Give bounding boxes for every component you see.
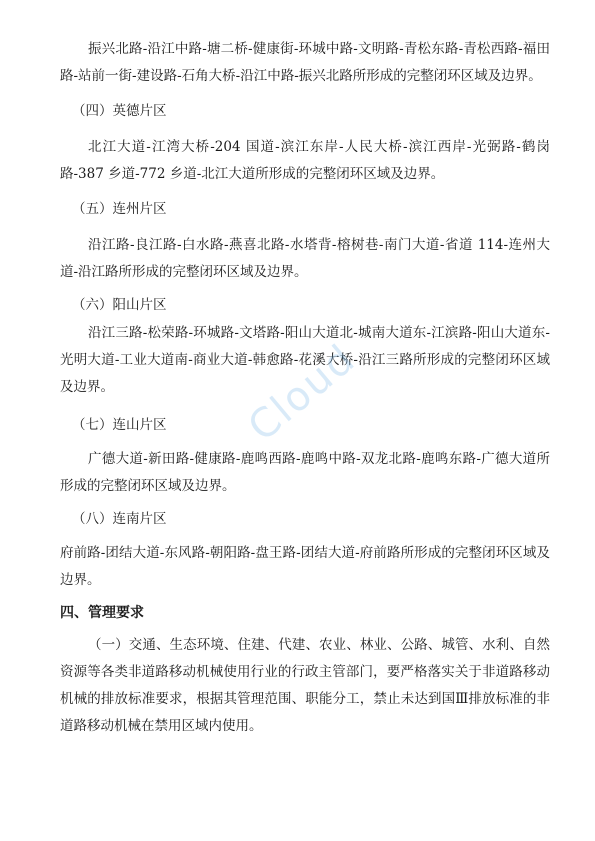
heading-yingde: （四）英德片区 [72, 103, 167, 119]
watermark: Cloud [239, 335, 365, 451]
section-heading-management: 四、管理要求 [60, 605, 144, 621]
paragraph-lianshan: 广德大道-新田路-健康路-鹿鸣西路-鹿鸣中路-双龙北路-鹿鸣东路-广德大道所形成的完整闭环区域及边界。 [60, 451, 550, 494]
heading-liannan: （八）连南片区 [72, 511, 167, 527]
paragraph-route-1: 振兴北路-沿江中路-塘二桥-健康街-环城中路-文明路-青松东路-青松西路-福田路-站前一街-建设路-石角大桥-沿江中路-振兴北路所形成的完整闭环区域及边界。 [60, 41, 550, 84]
paragraph-liannan: 府前路-团结大道-东风路-朝阳路-盘王路-团结大道-府前路所形成的完整闭环区域及边界。 [60, 545, 550, 588]
heading-yangshan: （六）阳山片区 [72, 297, 167, 313]
paragraph-lianzhou: 沿江路-良江路-白水路-燕喜北路-水塔背-榕树巷-南门大道-省道 114-连州大道-沿江路所形成的完整闭环区域及边界。 [60, 237, 550, 280]
paragraph-yangshan: 沿江三路-松荣路-环城路-文塔路-阳山大道北-城南大道东-江滨路-阳山大道东-光明大道-工业大道南-商业大道-韩愈路-花溪大桥-沿江三路所形成的完整闭环区域及边界。 [60, 325, 550, 395]
heading-lianshan: （七）连山片区 [72, 417, 167, 433]
paragraph-yingde: 北江大道-江湾大桥-204 国道-滨江东岸-人民大桥-滨江西岸-光弼路-鹤岗路-387 乡道-772 乡道-北江大道所形成的完整闭环区域及边界。 [60, 139, 550, 182]
paragraph-management-1: （一）交通、生态环境、住建、代建、农业、林业、公路、城管、水利、自然资源等各类非道路移动机械使用行业的行政主管部门，要严格落实关于非道路移动机械的排放标准要求，根据其管理范围、职能分工，禁止未达到国Ⅲ排放标准的非道路移动机械在禁用区域内使用。 [60, 637, 550, 734]
heading-lianzhou: （五）连州片区 [72, 201, 167, 217]
